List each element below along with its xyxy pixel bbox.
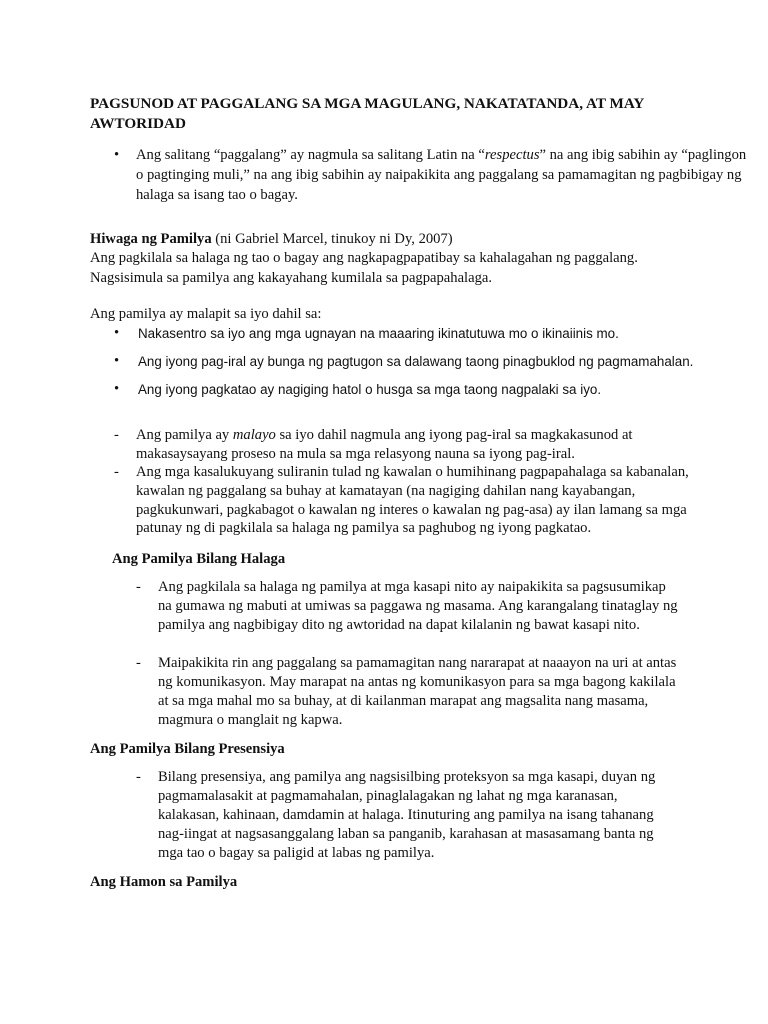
dash-text-italic: malayo [232,427,276,443]
list-item-text: Ang iyong pagkatao ay nagiging hatol o husga sa mga taong nagpalaki sa iyo. [138,382,602,397]
bullet-marker: • [114,325,120,341]
dash-text: Ang mga kasalukuyang suliranin tulad ng kawalan o humihinang pagpapahalaga sa kabanalan, kawalan ng paggalang sa buhay at kamatayan (na nagiging dahilan nang kayabangan, pagkukunwari, pagkabagot o kawalan ng interes o kawalan ng pag-asa) ay ilan lamang sa mga patunay ng di pagkilala sa halaga ng pamilya sa paghubog ng iyong pagkatao. [136,464,689,537]
dash-text-part2: sa iyo dahil nagmula ang iyong pag-iral sa magkakasunod at makasaysayang proseso na mula sa mga relasyong nauna sa iyong pag-iral. [136,427,633,462]
section-heading-bold: Hiwaga ng Pamilya [90,231,212,247]
document-title: PAGSUNOD AT PAGGALANG SA MGA MAGULANG, NAKATATANDA, AT MAY AWTORIDAD [90,95,644,132]
bullet-marker: • [114,381,120,397]
dash-marker: - [136,769,141,785]
list-item-text: Ang iyong pag-iral ay bunga ng pagtugon sa dalawang taong pinagbuklod ng pagmamahalan. [138,354,694,369]
section-heading-citation: (ni Gabriel Marcel, tinukoy ni Dy, 2007) [211,231,453,247]
dash-text: Ang pagkilala sa halaga ng pamilya at mga kasapi nito ay naipakikita sa pagsusumikap na gumawa ng mabuti at umiwas sa paggawa ng masama. Ang karangalang tinataglay ng pamilya ang nagbibigay dito ng awtoridad na dapat kilalanin ng bawat kasapi nito. [158,579,678,633]
dash-text: Maipakikita rin ang paggalang sa pamamagitan nang nararapat at naaayon na uri at antas ng komunikasyon. May marapat na antas ng komunikasyon para sa mga bagong kakilala at sa mga mahal mo sa buhay, at di kailanman marapat ang magsalita nang masama, magmura o manglait ng kapwa. [158,655,677,728]
list-item-text: Nakasentro sa iyo ang mga ugnayan na maaaring ikinatutuwa mo o ikinaiinis mo. [138,326,619,341]
dash-marker: - [114,464,119,480]
dash-text-part1: Ang pamilya ay [136,427,233,443]
intro-text-part2: ” na ang ibig sabihin ay “paglingon o pagtinging muli,” na ang ibig sabihin ay naipakikita ang paggalang sa pamamagitan ng pagbibigay ng halaga sa isang tao o bagay. [136,147,747,203]
bullet-marker: • [114,353,120,369]
dash-marker: - [136,579,141,595]
intro-text-part1: Ang salitang “paggalang” ay nagmula sa salitang Latin na “ [136,147,485,163]
paragraph-pagkilala: Ang pagkilala sa halaga ng tao o bagay ang nagkapagpapatibay sa kahalagahan ng paggalang. Nagsisimula sa pamilya ang kakayahang kumilala sa pagpapahalaga. [90,250,638,286]
heading-presensiya: Ang Pamilya Bilang Presensiya [90,741,285,757]
section-heading-hiwaga [90,229,710,249]
intro-text-italic: respectus [484,147,540,163]
dash-marker: - [114,427,119,443]
list-intro: Ang pamilya ay malapit sa iyo dahil sa: [90,306,322,322]
dash-text: Bilang presensiya, ang pamilya ang nagsisilbing proteksyon sa mga kasapi, duyan ng pagmamalasakit at pagmamahalan, pinaglalagakan ng lahat ng mga karanasan, kalakasan, kahinaan, damdamin at halaga. Itinuturing ang pamilya na isang tahanang nag-iingat at nagsasanggalang laban sa panganib, karahasan at masasamang banta ng mga tao o bagay sa paligid at labas ng pamilya. [158,769,656,861]
dash-marker: - [136,655,141,671]
subheading-halaga: Ang Pamilya Bilang Halaga [112,551,286,567]
bullet-marker: • [114,147,120,163]
intro-bullet [90,145,756,205]
heading-hamon: Ang Hamon sa Pamilya [90,874,238,890]
